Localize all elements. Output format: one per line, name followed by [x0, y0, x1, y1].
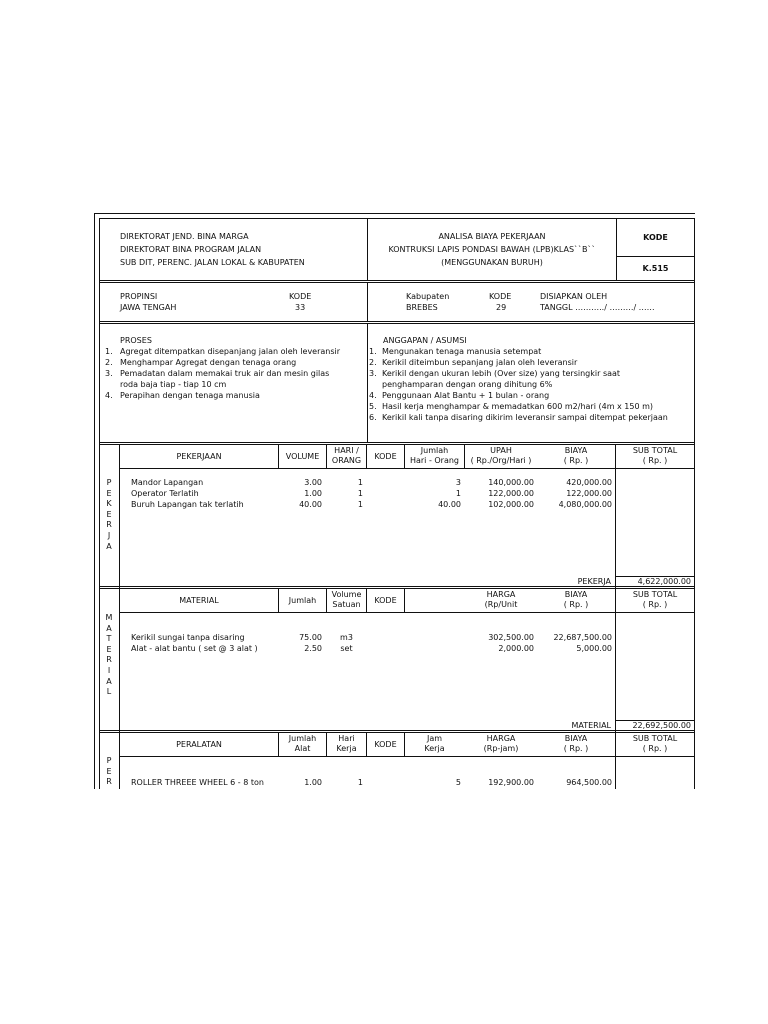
proses-bottom-line	[99, 442, 695, 443]
list-item: Perapihan dengan tenaga manusia	[120, 391, 260, 400]
material-col-line	[404, 588, 405, 612]
cell-biaya: 5,000.00	[576, 644, 612, 653]
title-line: KONTRUKSI LAPIS PONDASI BAWAH (LPB)KLAS``B``	[388, 245, 596, 254]
col-header-volume-satuan: Volume	[331, 590, 362, 599]
list-item-number: 5.	[369, 402, 377, 411]
org-line: DIREKTORAT JEND. BINA MARGA	[120, 232, 249, 241]
col-header-jumlah: Jumlah	[420, 446, 449, 455]
col-header-subtotal: ( Rp. )	[642, 600, 668, 609]
cell-volume: 3.00	[304, 478, 322, 487]
col-header-jam-kerja: Kerja	[424, 744, 445, 753]
col-header-subtotal: SUB TOTAL	[632, 590, 678, 599]
cell-satuan: m3	[340, 633, 353, 642]
inner-right-line	[694, 218, 695, 789]
cell-harga: 2,000.00	[498, 644, 534, 653]
frame-left-line	[94, 213, 95, 789]
col-header-peralatan: PERALATAN	[176, 740, 222, 749]
cell-name: ROLLER THREEE WHEEL 6 - 8 ton	[131, 778, 264, 787]
cell-biaya: 420,000.00	[566, 478, 612, 487]
frame-top-line	[94, 213, 695, 214]
col-header-biaya: ( Rp. )	[563, 744, 589, 753]
list-item: Pemadatan dalam memakai truk air dan mesin gilas	[120, 369, 330, 378]
col-header-upah: UPAH	[490, 446, 512, 455]
col-header-subtotal: ( Rp. )	[642, 744, 668, 753]
proses-divider	[367, 323, 368, 443]
material-total-value: 22,692,500.00	[632, 721, 691, 730]
list-item-number: 6.	[369, 413, 377, 422]
col-header-biaya: ( Rp. )	[563, 600, 589, 609]
material-side-label: M A T E R I A L	[105, 613, 113, 697]
material-bottom-line-2	[99, 732, 695, 733]
material-side-divider	[119, 588, 120, 732]
location-bottom-line-2	[99, 323, 695, 324]
pekerja-total-label: PEKERJA	[577, 577, 611, 586]
col-header-kode: KODE	[374, 740, 397, 749]
col-header-biaya: BIAYA	[564, 446, 588, 455]
col-header-subtotal: SUB TOTAL	[632, 734, 678, 743]
kode-propinsi-label: KODE	[289, 292, 312, 301]
col-header-upah: ( Rp./Org/Hari )	[470, 456, 532, 465]
peralatan-side-label: P E R	[106, 756, 112, 787]
propinsi-label: PROPINSI	[120, 292, 158, 301]
col-header-hari-kerja: Kerja	[336, 744, 357, 753]
list-item: Kerikil diteimbun sepanjang jalan oleh leveransir	[382, 358, 578, 367]
cell-name: Buruh Lapangan tak terlatih	[131, 500, 244, 509]
pekerja-total-value: 4,622,000.00	[637, 577, 691, 586]
cell-harga: 192,900.00	[488, 778, 534, 787]
col-header-harga: (Rp/Unit	[484, 600, 518, 609]
cell-hari: 1	[357, 778, 363, 787]
pekerja-bottom-line-2	[99, 588, 695, 589]
cell-upah: 122,000.00	[488, 489, 534, 498]
list-item-continued: penghamparan dengan orang dihitung 6%	[382, 380, 553, 389]
col-header-hari-orang: HARI /	[334, 446, 359, 455]
cell-upah: 140,000.00	[488, 478, 534, 487]
list-item-number: 4.	[369, 391, 377, 400]
header-bottom-line	[99, 280, 695, 281]
cell-biaya: 964,500.00	[566, 778, 612, 787]
col-header-harga: HARGA	[486, 590, 516, 599]
list-item: Hasil kerja menghampar & memadatkan 600 m2/hari (4m x 150 m)	[382, 402, 654, 411]
list-item-number: 1.	[369, 347, 377, 356]
col-header-biaya: BIAYA	[564, 590, 588, 599]
col-header-jumlah-alat: Alat	[294, 744, 311, 753]
col-header-biaya: ( Rp. )	[563, 456, 589, 465]
cell-name: Mandor Lapangan	[131, 478, 204, 487]
cell-biaya: 22,687,500.00	[553, 633, 612, 642]
location-divider	[367, 282, 368, 322]
kode-kabupaten-value: 29	[496, 303, 507, 312]
col-header-volume: VOLUME	[285, 452, 320, 461]
org-line: SUB DIT, PERENC. JALAN LOKAL & KABUPATEN	[120, 258, 305, 267]
org-line: DIREKTORAT BINA PROGRAM JALAN	[120, 245, 262, 254]
cell-volume: 1.00	[304, 489, 322, 498]
disiapkan-label: DISIAPKAN OLEH	[540, 292, 608, 301]
inner-top-line	[99, 218, 695, 219]
cell-jumlah: 1.00	[304, 778, 322, 787]
col-header-jumlah: Hari - Orang	[409, 456, 460, 465]
col-header-subtotal: ( Rp. )	[642, 456, 668, 465]
list-item-number: 3.	[369, 369, 377, 378]
cell-harga: 302,500.00	[488, 633, 534, 642]
cell-hari: 1	[357, 478, 363, 487]
cell-hari: 1	[357, 489, 363, 498]
list-item: Kerikil kali tanpa disaring dikirim leveransir sampai ditempat pekerjaan	[382, 413, 668, 422]
cell-jumlah: 1	[455, 489, 461, 498]
cell-biaya: 122,000.00	[566, 489, 612, 498]
cell-name: Operator Terlatih	[131, 489, 199, 498]
pekerja-side-label: P E K E R J A	[106, 478, 112, 551]
cell-volume: 40.00	[299, 500, 322, 509]
cell-upah: 102,000.00	[488, 500, 534, 509]
material-header-bottom	[119, 612, 694, 613]
col-header-harga: HARGA	[486, 734, 516, 743]
tanggal-field: TANGGL ………../ ………/ ……	[540, 303, 655, 312]
list-item: Menghampar Agregat dengan tenaga orang	[120, 358, 297, 367]
kabupaten-value: BREBES	[406, 303, 438, 312]
col-header-hari-kerja: Hari	[338, 734, 355, 743]
kode-propinsi-value: 33	[295, 303, 306, 312]
proses-title: PROSES	[120, 336, 152, 345]
col-header-kode: KODE	[374, 452, 397, 461]
kabupaten-label: Kabupaten	[406, 292, 450, 301]
cell-jumlah: 40.00	[438, 500, 461, 509]
col-header-hari-orang: ORANG	[331, 456, 362, 465]
list-item-number: 3.	[105, 369, 113, 378]
kode-value: K.515	[642, 264, 669, 273]
title-line: ANALISA BIAYA PEKERJAAN	[438, 232, 546, 241]
cell-biaya: 4,080,000.00	[558, 500, 612, 509]
propinsi-value: JAWA TENGAH	[120, 303, 177, 312]
cell-hari: 1	[357, 500, 363, 509]
list-item-number: 1.	[105, 347, 113, 356]
col-header-pekerjaan: PEKERJAAN	[176, 452, 222, 461]
list-item-number: 2.	[369, 358, 377, 367]
col-header-jumlah: Jumlah	[288, 596, 317, 605]
col-header-harga: (Rp-jam)	[483, 744, 519, 753]
cell-satuan: set	[340, 644, 353, 653]
list-item: Penggunaan Alat Bantu + 1 bulan - orang	[382, 391, 550, 400]
kode-kabupaten-label: KODE	[489, 292, 512, 301]
col-header-jam-kerja: Jam	[426, 734, 443, 743]
anggapan-title: ANGGAPAN / ASUMSI	[383, 336, 467, 345]
cell-name: Alat - alat bantu ( set @ 3 alat )	[131, 644, 258, 653]
list-item-number: 2.	[105, 358, 113, 367]
cell-jumlah: 3	[455, 478, 461, 487]
list-item: Mengunakan tenaga manusia setempat	[382, 347, 542, 356]
col-header-subtotal: SUB TOTAL	[632, 446, 678, 455]
list-item: Kerikil dengan ukuran lebih (Over size) yang tersingkir saat	[382, 369, 621, 378]
col-header-biaya: BIAYA	[564, 734, 588, 743]
material-total-label: MATERIAL	[571, 721, 611, 730]
pekerja-side-divider	[119, 444, 120, 588]
header-bottom-line-2	[99, 282, 695, 283]
list-item-number: 4.	[105, 391, 113, 400]
list-item: Agregat ditempatkan disepanjang jalan oleh leveransir	[120, 347, 341, 356]
col-header-kode: KODE	[374, 596, 397, 605]
inner-left-line	[99, 218, 100, 789]
cell-jam: 5	[455, 778, 461, 787]
location-bottom-line	[99, 321, 695, 322]
title-line: (MENGGUNAKAN BURUH)	[441, 258, 543, 267]
col-header-jumlah-alat: Jumlah	[288, 734, 317, 743]
col-header-material: MATERIAL	[179, 596, 219, 605]
list-item-continued: roda baja tiap - tiap 10 cm	[120, 380, 227, 389]
cell-jumlah: 2.50	[304, 644, 322, 653]
header-kode-line	[616, 256, 694, 257]
peralatan-header-bottom	[119, 756, 694, 757]
cell-name: Kerikil sungai tanpa disaring	[131, 633, 245, 642]
kode-label: KODE	[643, 233, 668, 242]
proses-bottom-line-2	[99, 444, 695, 445]
cell-jumlah: 75.00	[299, 633, 322, 642]
col-header-volume-satuan: Satuan	[332, 600, 361, 609]
pekerja-header-bottom	[119, 468, 694, 469]
